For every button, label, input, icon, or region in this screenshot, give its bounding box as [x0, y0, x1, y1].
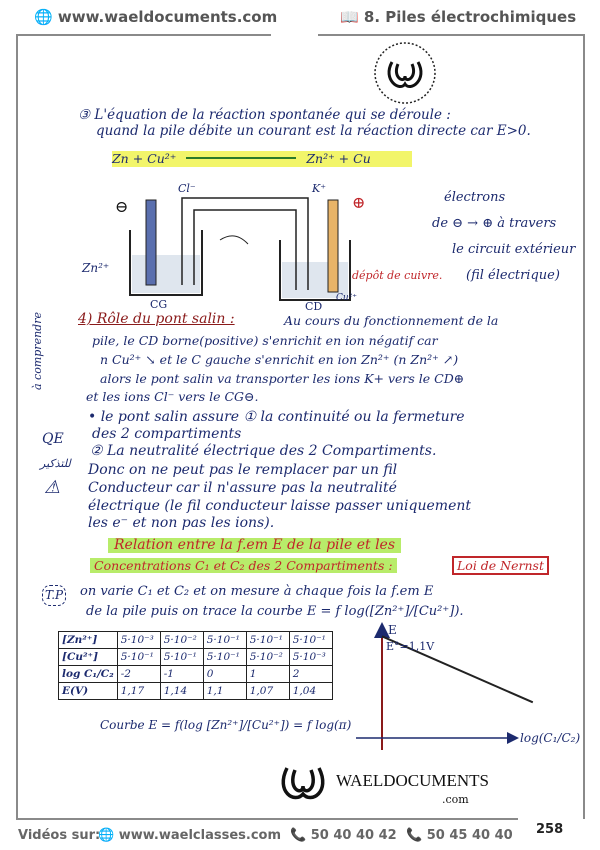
- text-line: • le pont salin assure ① la continuité ou la fermeture: [88, 409, 465, 425]
- table-row: [59, 666, 333, 683]
- table-row: [59, 649, 333, 666]
- cell: 1: [246, 666, 289, 683]
- arrow: [186, 157, 296, 159]
- footer-site-link[interactable]: www.waelclasses.com: [118, 828, 281, 843]
- cell: 5·10⁻¹: [117, 649, 160, 666]
- equation: [112, 151, 412, 167]
- row-label: log C₁/C₂: [59, 666, 118, 683]
- phone2[interactable]: 50 45 40 40: [426, 828, 513, 843]
- warning-icon: ⚠: [44, 477, 61, 498]
- phone1[interactable]: 50 40 40 42: [310, 828, 397, 843]
- section4-title: 4) Rôle du pont salin :: [78, 311, 235, 327]
- cell: 5·10⁻²: [246, 649, 289, 666]
- site-link[interactable]: www.waeldocuments.com: [57, 8, 278, 26]
- cu-ion-label: Cu²⁺: [336, 293, 358, 303]
- cell: 1,17: [117, 683, 160, 700]
- page-number: 258: [536, 822, 564, 837]
- text-line: Donc on ne peut pas le remplacer par un fil: [88, 462, 398, 478]
- cell: 5·10⁻¹: [160, 649, 203, 666]
- cd-label: CD: [305, 300, 323, 310]
- header-site[interactable]: [34, 8, 277, 26]
- cell: 1,04: [289, 683, 332, 700]
- nernst-law: Loi de Nernst: [452, 556, 549, 575]
- cell: 5·10⁻¹: [289, 632, 332, 649]
- plus-terminal: ⊕: [352, 193, 366, 212]
- cell: -1: [160, 666, 203, 683]
- section3-line2: quand la pile débite un courant est la réaction directe car E>0.: [96, 123, 531, 139]
- row-label: [Cu²⁺]: [59, 649, 118, 666]
- x-label: log(C₁/C₂): [520, 731, 581, 745]
- electrons-note: électrons: [444, 190, 506, 205]
- arabic-label: للتذكير: [40, 457, 71, 470]
- cell: 5·10⁻³: [117, 632, 160, 649]
- cg-label: CG: [150, 298, 168, 310]
- text-line: électrique (le fil conducteur laisse passer uniquement: [88, 498, 472, 514]
- nernst-graph: [356, 620, 596, 755]
- cell: 0: [203, 666, 246, 683]
- text-line: Conducteur car il n'assure pas la neutralité: [88, 480, 397, 496]
- chapter-title: 8. Piles électrochimiques: [363, 8, 577, 26]
- qe-label: QE: [42, 431, 64, 447]
- row-label: [Zn²⁺]: [59, 632, 118, 649]
- zn-ion-label: Zn²⁺: [82, 261, 110, 275]
- electrons-note: de ⊖ → ⊕ à travers: [432, 216, 557, 231]
- footer-phone1[interactable]: [290, 828, 397, 843]
- text-line: Au cours du fonctionnement de la: [284, 313, 499, 328]
- cell: 5·10⁻¹: [203, 649, 246, 666]
- cell: 2: [289, 666, 332, 683]
- equation-right: Zn²⁺ + Cu: [306, 151, 371, 166]
- cell: 5·10⁻¹: [203, 632, 246, 649]
- annotation: E°=1,1V: [386, 640, 435, 653]
- cell: 1,14: [160, 683, 203, 700]
- tp-badge: T.P: [42, 585, 66, 606]
- cell: 5·10⁻¹: [246, 632, 289, 649]
- footer-videos: Vidéos sur:: [18, 828, 101, 843]
- y-label: E: [388, 623, 397, 637]
- table-row: [59, 632, 333, 649]
- text-line: pile, le CD borne(positive) s'enrichit en ion négatif car: [92, 333, 438, 348]
- courbe-text: Courbe E = f(log [Zn²⁺]/[Cu²⁺]) = f log(π): [100, 718, 352, 732]
- cl-label: Cl⁻: [178, 182, 196, 195]
- header-chapter: [340, 8, 576, 26]
- divider: [16, 818, 518, 820]
- logo-icon: [275, 762, 335, 806]
- text-line: on varie C₁ et C₂ et on mesure à chaque fois la f.em E: [80, 584, 434, 599]
- globe-icon: 🌐: [34, 8, 53, 26]
- text-line: et les ions Cl⁻ vers le CG⊖.: [86, 389, 259, 404]
- data-table: [58, 631, 333, 700]
- deposit-label: dépôt de cuivre.: [352, 269, 443, 282]
- cell: 1,1: [203, 683, 246, 700]
- table-row: [59, 683, 333, 700]
- minus-terminal: ⊖: [115, 197, 129, 216]
- equation-left: Zn + Cu²⁺: [112, 151, 177, 166]
- nernst-title2: Concentrations C₁ et C₂ des 2 Compartiments :: [90, 558, 397, 573]
- text-line: n Cu²⁺ ↘ et le C gauche s'enrichit en ion Zn²⁺ (n Zn²⁺ ↗): [100, 352, 459, 367]
- logo-suffix: .com: [442, 793, 469, 806]
- footer-phone2[interactable]: [406, 828, 513, 843]
- phone-icon: 📞: [406, 828, 423, 843]
- logo-text: WAELDOCUMENTS: [336, 771, 489, 790]
- k-label: K⁺: [312, 182, 327, 195]
- row-label: E(V): [59, 683, 118, 700]
- book-icon: 📖: [340, 8, 359, 26]
- footer-site[interactable]: [98, 828, 281, 843]
- stamp-logo: [372, 40, 438, 106]
- cell: 1,07: [246, 683, 289, 700]
- section3-title: ③ L'équation de la réaction spontanée qui se déroule :: [78, 107, 451, 123]
- phone-icon: 📞: [290, 828, 307, 843]
- text-line: ② La neutralité électrique des 2 Compartiments.: [90, 443, 437, 459]
- electrons-note: le circuit extérieur: [452, 242, 576, 257]
- cell: 5·10⁻³: [289, 649, 332, 666]
- cell-diagram: [60, 170, 380, 310]
- cell: 5·10⁻²: [160, 632, 203, 649]
- globe-icon: 🌐: [98, 828, 115, 843]
- nernst-title1: Relation entre la f.em E de la pile et les: [108, 538, 401, 553]
- text-line: alors le pont salin va transporter les ions K+ vers le CD⊕: [100, 371, 465, 386]
- side-label: à comprendre: [31, 312, 44, 390]
- electrons-note: (fil électrique): [466, 268, 560, 283]
- text-line: des 2 compartiments: [92, 426, 242, 442]
- text-line: les e⁻ et non pas les ions).: [88, 515, 275, 531]
- text-line: de la pile puis on trace la courbe E = f log([Zn²⁺]/[Cu²⁺]).: [86, 604, 464, 619]
- cell: -2: [117, 666, 160, 683]
